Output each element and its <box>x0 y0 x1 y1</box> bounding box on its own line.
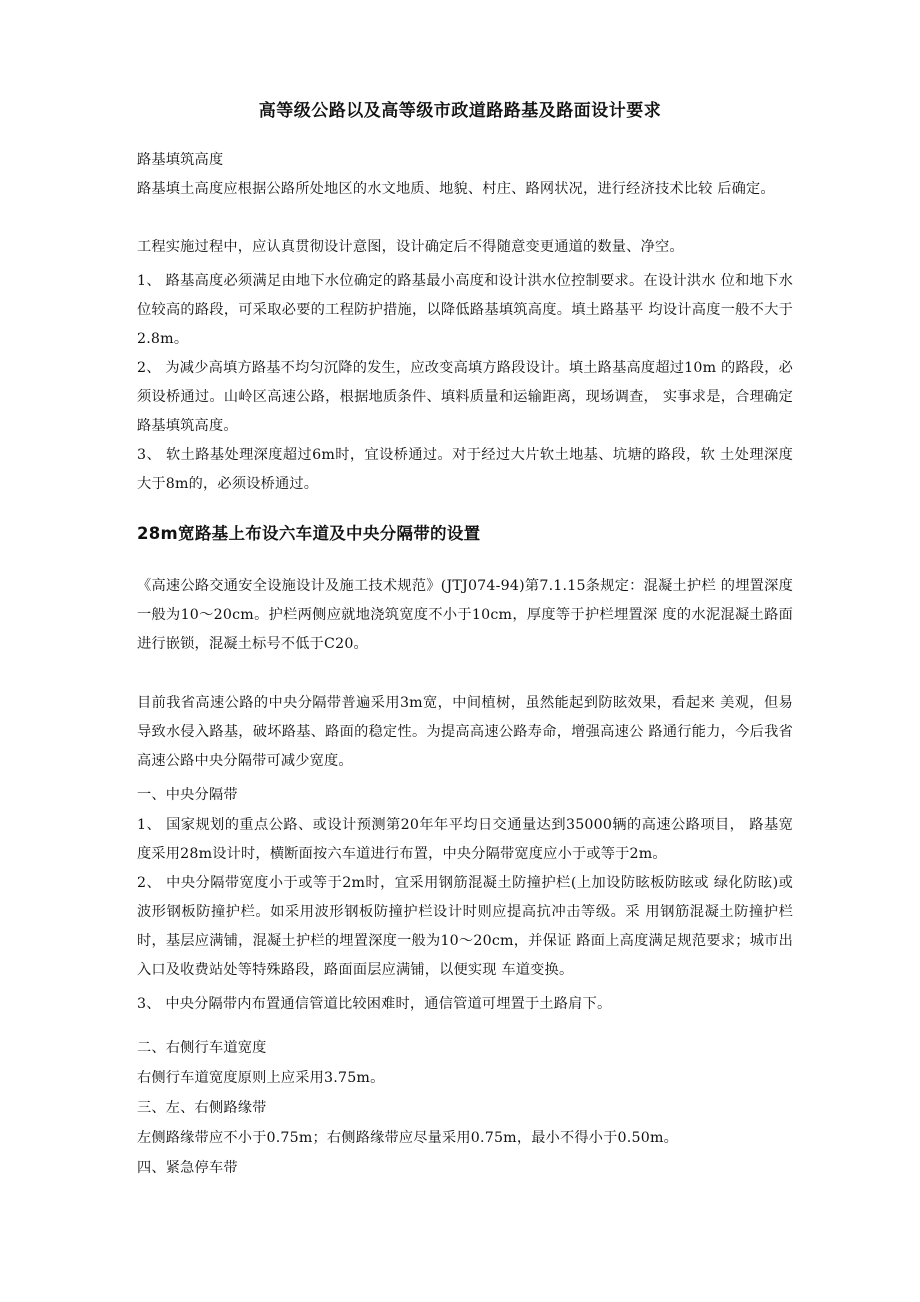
paragraph-fill-height: 路基填土高度应根据公路所处地区的水文地质、地貌、村庄、路网状况，进行经济技术比较 后确定。 <box>137 181 775 197</box>
median-item-3: 3、 中央分隔带内布置通信管道比较困难时，通信管道可埋置于土路肩下。 <box>137 996 612 1012</box>
subheading-edge-strip: 三、左、右侧路缘带 <box>137 1100 267 1116</box>
subheading-right-lane: 二、右侧行车道宽度 <box>137 1040 267 1056</box>
median-item-1: 1、 国家规划的重点公路、或设计预测第20年年平均日交通量达到35000辆的高速公路项目， 路基宽度采用28m设计时，横断面按六车道进行布置，中央分隔带宽度应小于或等于2m。 <box>137 817 793 862</box>
document-title: 高等级公路以及高等级市政道路路基及路面设计要求 <box>258 101 662 121</box>
section-heading-six-lanes: 28m宽路基上布设六车道及中央分隔带的设置 <box>137 524 481 543</box>
right-lane-text: 右侧行车道宽度原则上应采用3.75m。 <box>137 1070 385 1086</box>
subheading-median: 一、中央分隔带 <box>137 787 238 803</box>
section-heading-embankment-height: 路基填筑高度 <box>137 152 224 168</box>
paragraph-spec-citation: 《高速公路交通安全设施设计及施工技术规范》(JTJ074-94)第7.1.15条规定：混凝土护栏 的埋置深度一般为10〜20cm。护栏两侧应就地浇筑宽度不小于10cm，厚度等于护栏埋置深 度的水泥混凝土路面进行嵌锁，混凝土标号不低于C20。 <box>137 578 793 652</box>
paragraph-median-current: 目前我省高速公路的中央分隔带普遍采用3m宽，中间植树，虽然能起到防眩效果，看起来 美观，但易导致水侵入路基，破坏路基、路面的稳定性。为提高高速公路寿命，增强高速公 路通行能力，今后我省高速公路中央分隔带可减少宽度。 <box>137 695 793 769</box>
paragraph-implementation: 工程实施过程中，应认真贯彻设计意图，设计确定后不得随意变更通道的数量、净空。 <box>137 239 684 255</box>
subheading-emergency-stop: 四、紧急停车带 <box>137 1160 238 1176</box>
edge-strip-text: 左侧路缘带应不小于0.75m；右侧路缘带应尽量采用0.75m，最小不得小于0.50m。 <box>137 1130 678 1146</box>
list-item-2: 2、 为减少高填方路基不均匀沉降的发生，应改变高填方路段设计。填土路基高度超过10m 的路段，必须设桥通过。山岭区高速公路，根据地质条件、填料质量和运输距离，现场调查， 实事求是，合理确定路基填筑高度。 <box>137 360 793 434</box>
list-item-3: 3、 软土路基处理深度超过6m时，宜设桥通过。对于经过大片软土地基、坑塘的路段，软 土处理深度大于8m的，必须设桥通过。 <box>137 447 793 492</box>
list-item-1: 1、 路基高度必须满足由地下水位确定的路基最小高度和设计洪水位控制要求。在设计洪水 位和地下水位较高的路段，可采取必要的工程防护措施，以降低路基填筑高度。填土路基平 均设计高度一般不大于2.8m。 <box>137 273 793 347</box>
median-item-2: 2、 中央分隔带宽度小于或等于2m时，宜采用钢筋混凝土防撞护栏(上加设防眩板防眩或 绿化防眩)或波形钢板防撞护栏。如采用波形钢板防撞护栏设计时则应提高抗冲击等级。采 用钢筋混凝土防撞护栏时，基层应满铺，混凝土护栏的埋置深度一般为10〜20cm，并保证 路面上高度满足规范要求；城市出入口及收费站处等特殊路段，路面面层应满铺，以便实现 车道变换。 <box>137 875 793 978</box>
